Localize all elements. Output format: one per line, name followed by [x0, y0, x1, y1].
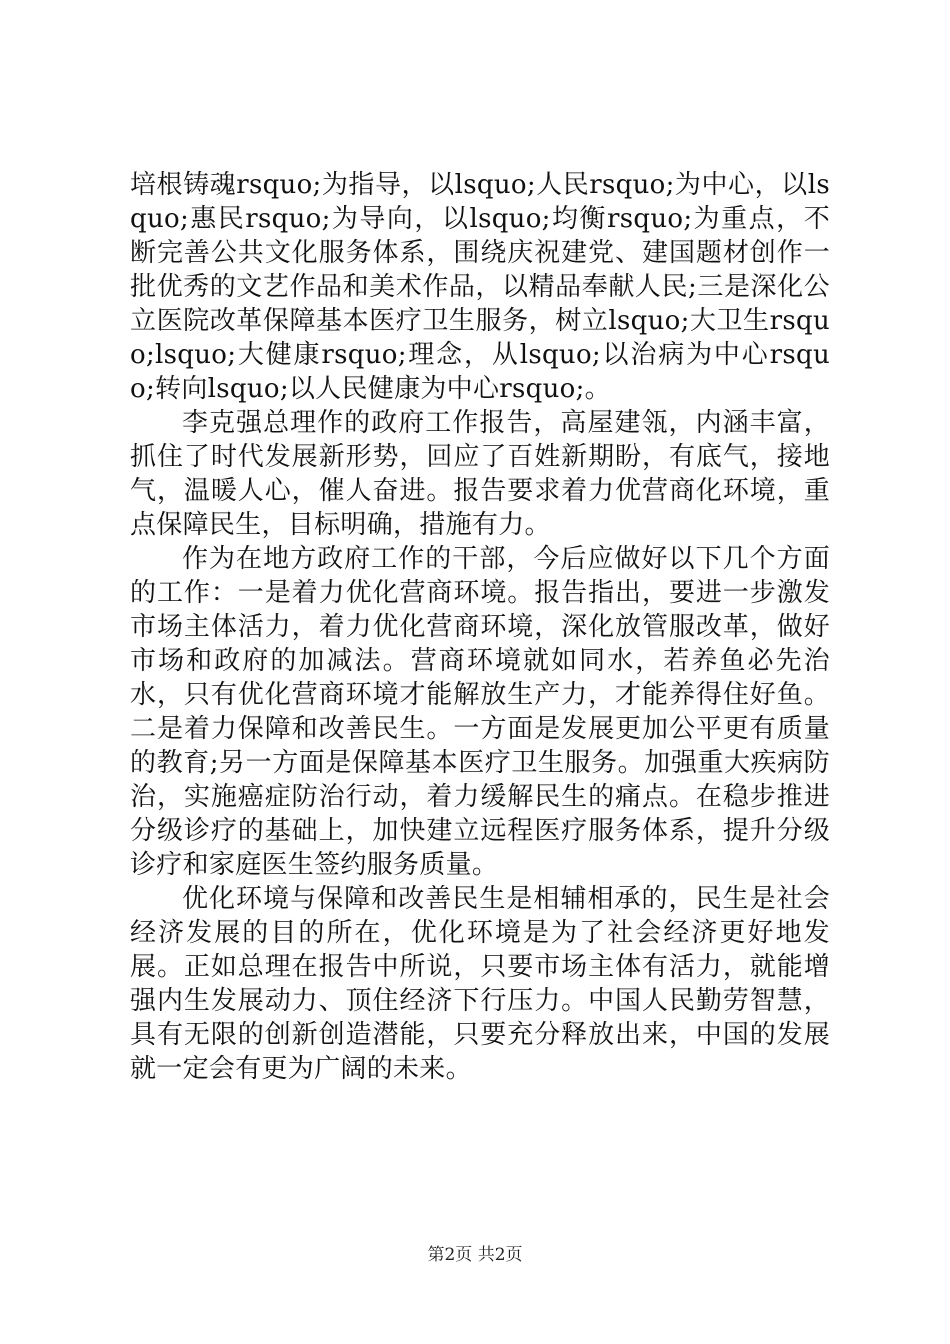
page-number-footer: 第2页 共2页 — [427, 1245, 523, 1265]
document-body — [130, 168, 830, 1086]
paragraph-3: 作为在地方政府工作的干部，今后应做好以下几个方面的工作：一是着力优化营商环境。报告指出，要进一步激发市场主体活力，着力优化营商环境，深化放管服改革，做好市场和政府的加减法。营商环境就如同水，若养鱼必先治水，只有优化营商环境才能解放生产力，才能养得住好鱼。二是着力保障和改善民生。一方面是发展更加公平更有质量的教育;另一方面是保障基本医疗卫生服务。加强重大疾病防治，实施癌症防治行动，着力缓解民生的痛点。在稳步推进分级诊疗的基础上，加快建立远程医疗服务体系，提升分级诊疗和家庭医生签约服务质量。 — [130, 544, 830, 880]
paragraph-1: 培根铸魂rsquo;为指导，以lsquo;人民rsquo;为中心，以lsquo;惠民rsquo;为导向，以lsquo;均衡rsquo;为重点，不断完善公共文化服务体系，围绕庆祝建党、建国题材创作一批优秀的文艺作品和美术作品，以精品奉献人民;三是深化公立医院改革保障基本医疗卫生服务，树立lsquo;大卫生rsquo;lsquo;大健康rsquo;理念，从lsquo;以治病为中心rsquo;转向lsquo;以人民健康为中心rsquo;。 — [130, 170, 830, 404]
paragraph-4: 优化环境与保障和改善民生是相辅相承的，民生是社会经济发展的目的所在，优化环境是为了社会经济更好地发展。正如总理在报告中所说，只要市场主体有活力，就能增强内生发展动力、顶住经济下行压力。中国人民勤劳智慧，具有无限的创新创造潜能，只要充分释放出来，中国的发展就一定会有更为广阔的未来。 — [130, 884, 830, 1084]
paragraph-2: 李克强总理作的政府工作报告，高屋建瓴，内涵丰富，抓住了时代发展新形势，回应了百姓新期盼，有底气，接地气，温暖人心，催人奋进。报告要求着力优营商化环境，重点保障民生，目标明确，措施有力。 — [130, 408, 830, 540]
